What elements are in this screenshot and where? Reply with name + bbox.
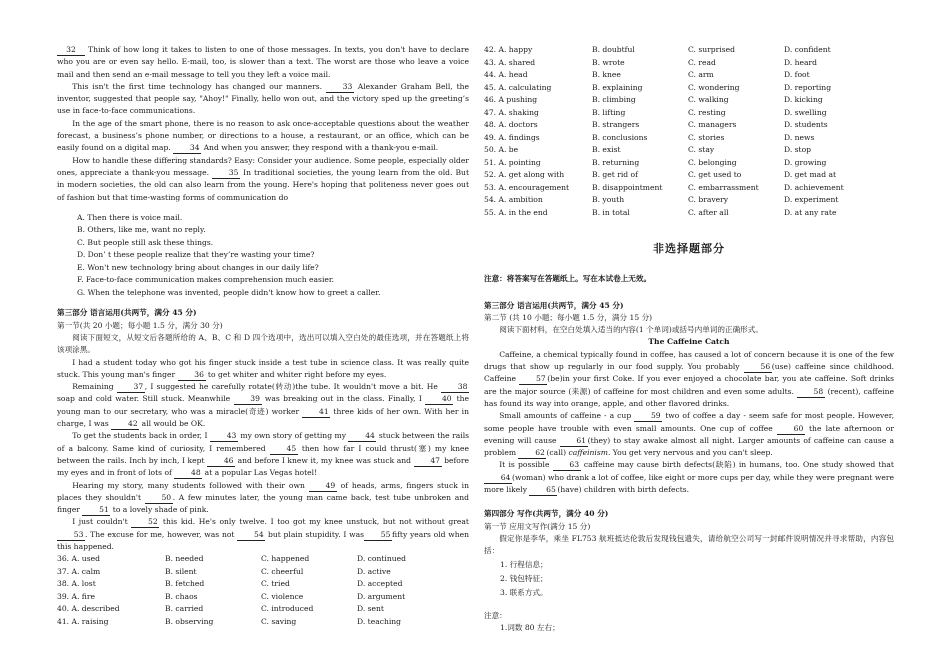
passage-text: (call) [546, 448, 569, 458]
choice-option: D. stop [784, 145, 812, 154]
passage-text: but plain stupidity. I was [265, 529, 365, 539]
option-item: B. Others, like me, want no reply. [77, 225, 206, 235]
choice-option: 44. A. head [484, 70, 528, 79]
answer-blank: 57 [519, 374, 547, 385]
passage-text: caffeine may cause birth defects(缺陷) in humans, too. One study showed that [580, 460, 894, 470]
choice-option: D. experiment [784, 195, 839, 204]
choice-option: 55. A. in the end [484, 207, 548, 217]
caffeine-title: The Caffeine Catch [648, 337, 730, 347]
choice-option: 38. A. lost [57, 579, 96, 589]
answer-blank: 58 [797, 387, 825, 398]
passage-text: To get the students back in order, I [72, 431, 210, 441]
passage-text: . A few minutes later, the young man came back, test tube unbroken and finger [57, 492, 469, 515]
choice-option: B. explaining [592, 82, 643, 92]
choice-option: B. disappointment [592, 182, 663, 192]
choice-option: B. exist [592, 145, 621, 154]
passage-paragraph [484, 349, 894, 410]
passage-text: It is possible [499, 460, 553, 470]
passage-text: was breaking out in the class. Finally, I [261, 394, 426, 404]
choice-option: B. observing [165, 616, 214, 626]
choice-option: 39. A. fire [57, 591, 95, 601]
section2-instructions: 阅读下面材料，在空白处填入适当的内容(1 个单词)或括号内单词的正确形式。 [499, 325, 763, 335]
choice-option: D. accepted [357, 579, 403, 589]
passage-text: . The excuse for me, however, was not [85, 529, 238, 539]
passage-text: Alexander Graham Bell, the inventor, suggested that people say, "Ahoy!" Finally, hello won out, and the victory sped up the greeting’s use in face-to-face communications. [57, 81, 469, 116]
choice-option: 45. A. calculating [484, 82, 552, 92]
passage-paragraph [57, 155, 469, 204]
choice-option: D. confident [784, 45, 831, 54]
choice-option: C. after all [688, 207, 729, 217]
passage-text: all would be OK. [139, 419, 206, 429]
choice-option: B. strangers [592, 120, 640, 129]
choice-option: B. youth [592, 195, 625, 204]
writing-note-1: 1.词数 80 左右； [500, 622, 560, 632]
choice-option: C. read [688, 57, 716, 67]
passage-text: (woman) who drank a lot of coffee, like eight or more cups per day, while they were pregnant were more likely [484, 472, 894, 495]
passage-paragraph [57, 430, 469, 479]
passage-text: and before I knew it, my knee was stuck and [235, 455, 414, 465]
answer-blank: 46 [207, 456, 235, 467]
choice-option: B. knee [592, 70, 621, 79]
choice-option: B. fetched [165, 579, 205, 589]
choice-option: D. news [784, 132, 815, 142]
choice-option: B. returning [592, 157, 640, 167]
reading-passage [57, 44, 469, 204]
answer-blank: 38 [441, 382, 469, 393]
choice-option: B. silent [165, 566, 197, 576]
passage-text: at a popular Las Vegas hotel! [202, 468, 318, 478]
choice-option: B. in total [592, 207, 630, 217]
passage-text: In the age of the smart phone, there is no reason to ask once-acceptable questions about the weather forecast, a business’s phone number, or directions to a house, a restaurant, or an office, which can be easily found on a digital map. [57, 118, 469, 153]
passage-paragraph [57, 381, 469, 430]
passage-text: I just couldn't [72, 517, 132, 527]
passage-text: my own story of getting my [237, 431, 349, 441]
choice-option: C. embarrassment [688, 182, 759, 192]
answer-blank: 37 [117, 382, 145, 393]
choice-option: C. arm [688, 70, 714, 79]
option-item: A. Then there is voice mail. [77, 212, 183, 222]
option-item: C. But people still ask these things. [77, 237, 214, 247]
choice-option: B. conclusions [592, 132, 648, 142]
passage-text: (be)in your first Coke. If you ever enjoyed a chocolate bar, you ate caffeine. Soft drinks are the major source (来源) of caffeine for most children and even some adults. [484, 374, 894, 396]
writing-instructions: 假定你是李华，乘坐 FL753 航班抵达伦敦后发现钱包遗失，请给航空公司写一封邮件说明情况并寻求帮助，内容包括： [484, 533, 894, 556]
passage-paragraph [57, 81, 469, 118]
choice-option: D. active [357, 566, 391, 576]
answer-blank: 43 [210, 431, 238, 442]
passage-text: of heads, arms, fingers stuck in places they shouldn't [57, 480, 469, 502]
passage-text: . You get very nervous and you can't sleep. [607, 448, 773, 458]
choice-option: 54. A. ambition [484, 195, 543, 204]
answer-blank: 33 [326, 82, 354, 93]
choice-option: D. students [784, 120, 828, 129]
choice-option: C. stay [688, 145, 715, 154]
choice-option: 52. A. get along with [484, 170, 565, 179]
answer-blank: 36 [178, 370, 206, 381]
section2-title: 第二节 (共 10 小题；每小题 1.5 分，满分 15 分) [484, 312, 653, 322]
choice-option: D. sent [357, 604, 384, 614]
passage-text: soap and cold water. Still stuck. Meanwhile [57, 394, 234, 404]
choice-option: 46. A pushing [484, 95, 538, 104]
choice-option: 50. A. be [484, 145, 519, 154]
choice-option: C. cheerful [261, 566, 304, 576]
answer-blank: 62 [518, 448, 546, 459]
choice-option: D. get mad at [784, 170, 837, 179]
option-item: G. When the telephone was invented, people didn't know how to greet a caller. [77, 287, 381, 297]
passage-text: two of coffee a day - seem safe for most people. However, some people have trouble with even small amounts. One cup of coffee [484, 411, 894, 433]
choice-option: 48. A. doctors [484, 120, 538, 129]
right-column [484, 44, 894, 634]
answer-blank: 53 [57, 530, 85, 541]
answer-blank: 61 [560, 436, 588, 447]
choice-option: 51. A. pointing [484, 157, 541, 167]
passage-paragraph [484, 459, 894, 496]
writing-item: 2. 钱包特征； [500, 573, 548, 583]
passage-text: (have) children with birth defects. [557, 485, 690, 495]
writing-section1-title: 第一节 应用文写作(满分 15 分) [484, 521, 591, 531]
choice-option: 36. A. used [57, 554, 100, 564]
cloze-choices-right [484, 44, 894, 219]
choice-option: B. chaos [165, 591, 198, 601]
section1-title: 第一节(共 20 小题；每小题 1.5 分，满分 30 分) [57, 320, 223, 330]
part3-title-left: 第三部分 语言运用(共两节，满分 45 分) [57, 308, 197, 318]
left-column [57, 44, 469, 628]
answer-blank: 59 [634, 411, 662, 422]
passage-text: Hearing my story, many students followed with their own [72, 480, 309, 490]
choice-option: D. reporting [784, 82, 832, 92]
choice-option: C. walking [688, 95, 729, 104]
passage-text: Small amounts of caffeine - a cup [499, 411, 635, 421]
choice-option: C. stories [688, 132, 725, 142]
passage-text: to a lovely shade of pink. [110, 505, 209, 515]
option-item: F. Face-to-face communication makes comprehension much easier. [77, 275, 335, 285]
choice-option: C. bravery [688, 195, 729, 204]
passage-text: Remaining [72, 382, 117, 392]
passage-text: I had a student today who got his finger stuck inside a test tube in science class. It was really quite stuck. This young man's finger [57, 357, 469, 379]
answer-blank: 50 [145, 493, 173, 504]
passage-paragraph [57, 44, 469, 81]
passage-text: Think of how long it takes to listen to one of those messages. In texts, you don't have to declare who you are or even say hello. E-mail, too, is slower than a text. The worst are those who leave a voice mail and then send an e-mail message to tell you they left a voice mail. [57, 45, 469, 79]
choice-option: B. wrote [592, 57, 625, 67]
choice-option: D. swelling [784, 107, 827, 117]
passage-text: stuck between the rails of a balcony. Same kind of curiosity, I remembered [57, 431, 470, 453]
option-item: D. Don’ t these people realize that they’re wasting your time? [77, 250, 315, 260]
choice-option: D. argument [357, 591, 406, 601]
answer-note: 注意：将答案写在答题纸上。写在本试卷上无效。 [484, 274, 652, 284]
choice-option: C. wondering [688, 82, 740, 92]
answer-blank: 56 [744, 362, 772, 373]
answer-blank: 41 [302, 407, 330, 418]
seven-choice-options [77, 212, 469, 300]
nonchoice-section-title: 非选择题部分 [653, 242, 725, 255]
choice-option: D. continued [357, 554, 406, 564]
option-item: E. Won't new technology bring about changes in our daily life? [77, 262, 319, 272]
choice-option: 47. A. shaking [484, 107, 539, 117]
answer-blank: 51 [82, 505, 110, 516]
passage-text: (recent), caffeine has found its way into orange, apple, and other flavored drinks. [484, 386, 895, 408]
passage-text: In traditional societies, the young learn from the old. But in modern societies, the old can also learn from the young. Here's hoping that politeness never goes out of fashion but that time-wasting forms of communication do [57, 167, 469, 202]
choice-option: 37. A. calm [57, 566, 101, 576]
answer-blank: 48 [174, 468, 202, 479]
part3-title-right: 第三部分 语言运用(共两节，满分 45 分) [484, 300, 624, 310]
answer-blank: 64 [484, 473, 512, 484]
answer-blank: 34 [173, 143, 201, 154]
choice-option: B. carried [165, 604, 204, 614]
passage-text: this kid. He's only twelve. I too got my knee unstuck, but not without great [159, 517, 469, 527]
passage-paragraph [57, 118, 469, 155]
answer-blank: 35 [212, 168, 240, 179]
answer-blank: 47 [414, 456, 442, 467]
passage-text: And when you answer, they respond with a thank-you e-mail. [201, 143, 439, 153]
choice-option: D. kicking [784, 95, 823, 104]
choice-option: C. tried [261, 579, 290, 589]
passage-text: Caffeine, a chemical typically found in coffee, has caused a lot of concern because it is one of the few drugs that show up regularly in our food supply. You probably [484, 349, 894, 372]
choice-option: 53. A. encouragement [484, 182, 570, 192]
answer-blank: 42 [111, 419, 139, 430]
choice-option: B. lifting [592, 107, 626, 117]
choice-option: C. surprised [688, 45, 735, 54]
passage-paragraph [57, 516, 469, 553]
choice-option: 41. A. raising [57, 616, 109, 626]
answer-blank: 45 [270, 444, 298, 455]
choice-option: D. achievement [784, 182, 844, 192]
choice-option: D. teaching [357, 616, 402, 626]
answer-blank: 49 [309, 481, 337, 492]
answer-blank: 32 [57, 45, 85, 56]
choice-option: B. get rid of [592, 170, 638, 179]
choice-option: B. doubtful [592, 45, 635, 54]
choice-option: 43. A. shared [484, 57, 536, 67]
choice-option: C. managers [688, 120, 737, 129]
choice-option: 49. A. findings [484, 132, 540, 142]
answer-blank: 40 [425, 394, 453, 405]
choice-option: C. happened [261, 554, 310, 564]
writing-item: 1. 行程信息； [500, 559, 548, 569]
choice-option: D. at any rate [784, 207, 837, 217]
passage-text: fifty years old when this happened. [57, 529, 470, 551]
passage-text: three kids of her own. With her in charge, I was [57, 406, 469, 429]
cloze-passage [57, 357, 469, 554]
answer-blank: 44 [348, 431, 376, 442]
passage-text: (they) to stay awake almost all night. Larger amounts of caffeine can cause a problem [484, 435, 894, 458]
choice-option: C. violence [261, 591, 304, 601]
passage-text: How to handle these differing standards? Easy: Consider your audience. Some people, especially older ones, appreciate a thank-you message. [57, 155, 469, 177]
section1-instructions: 阅读下面短文，从短文后各题所给的 A、B、C 和 D 四个选项中，选出可以填入空白处的最佳选项，并在答题纸上将该项涂黑。 [57, 332, 469, 355]
part4-title: 第四部分 写作(共两节，满分 40 分) [484, 509, 609, 519]
answer-blank: 52 [131, 517, 159, 528]
writing-requirements [484, 558, 894, 600]
caffeine-passage [484, 349, 894, 497]
choice-option: B. climbing [592, 95, 636, 104]
passage-text: , I suggested he carefully rotate(转动)the tube. It wouldn't move a bit. He [144, 382, 441, 392]
choice-option: C. get used to [688, 170, 742, 179]
cloze-choices-left [57, 553, 469, 628]
answer-blank: 65 [529, 485, 557, 496]
choice-option: C. belonging [688, 157, 737, 167]
passage-text: the young man to our secretary, who was a miracle(奇迹) worker [57, 394, 469, 416]
answer-blank: 54 [237, 530, 265, 541]
passage-paragraph [57, 480, 469, 517]
answer-blank: 55 [364, 530, 392, 541]
answer-blank: 39 [234, 394, 262, 405]
italic-term: caffeinism [568, 448, 608, 458]
choice-option: 40. A. described [57, 604, 120, 614]
choice-option: C. resting [688, 107, 726, 117]
answer-blank: 63 [553, 460, 581, 471]
passage-text: then how far I could thrust(塞) my knee between the rails. Inch by inch, I kept [57, 443, 469, 465]
passage-text: before my eyes and in front of lots of [57, 455, 469, 478]
choice-option: D. heard [784, 57, 818, 67]
passage-text: the late afternoon or evening will cause [484, 423, 894, 445]
choice-option: D. growing [784, 157, 827, 167]
passage-text: (use) caffeine since childhood. Caffeine [484, 362, 894, 384]
choice-option: C. introduced [261, 604, 314, 614]
choice-option: 42. A. happy [484, 45, 533, 54]
answer-blank: 60 [777, 424, 805, 435]
passage-text: to get whiter and whiter right before my eyes. [205, 369, 387, 379]
choice-option: D. foot [784, 70, 810, 79]
choice-option: C. saving [261, 616, 297, 626]
writing-item: 3. 联系方式。 [500, 587, 548, 597]
passage-paragraph [57, 357, 469, 382]
passage-text: This isn't the first time technology has changed our manners. [72, 81, 326, 91]
writing-note-label: 注意： [484, 610, 507, 620]
passage-paragraph [484, 410, 894, 459]
choice-option: B. needed [165, 554, 204, 564]
